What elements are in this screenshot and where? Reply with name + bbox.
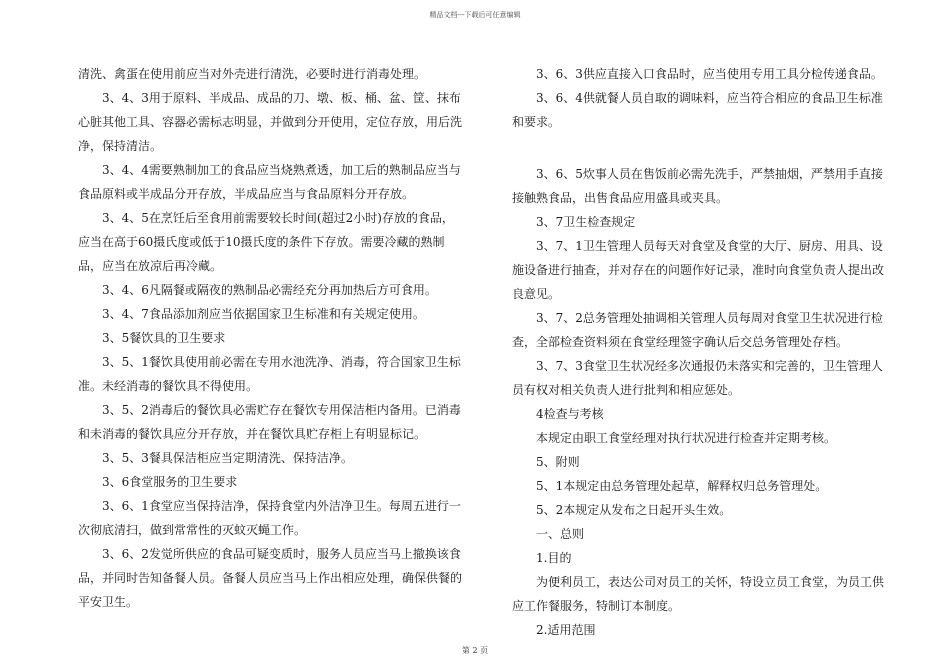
right-column — [512, 62, 888, 642]
paragraph: 3、4、4需要熟制加工的食品应当烧熟煮透，加工后的熟制品应当与食品原料或半成品分开存放，半成品应当与食品原料分开存放。 — [78, 163, 461, 201]
paragraph: 3、4、6凡隔餐或隔夜的熟制品必需经充分再加热后方可食用。 — [102, 283, 437, 297]
section-heading: 3、7卫生检查规定 — [536, 215, 636, 229]
paragraph: 3、6、2发觉所供应的食品可疑变质时，服务人员应当马上撤换该食品，并同时告知备餐人员。备餐人员应当马上作出相应处理，确保供餐的平安卫生。 — [78, 547, 463, 609]
paragraph: 3、6、5炊事人员在售饭前必需先洗手，严禁抽烟，严禁用手直接接触熟食品，出售食品应用盛具或夹具。 — [512, 167, 883, 205]
paragraph: 3、7、3食堂卫生状况经多次通报仍未落实和完善的，卫生管理人员有权对相关负责人进行批判和相应惩处。 — [512, 359, 883, 397]
paragraph: 5、2本规定从发布之日起开头生效。 — [536, 503, 732, 517]
paragraph: 3、5、2消毒后的餐饮具必需贮存在餐饮专用保洁柜内备用。已消毒和未消毒的餐饮具应分开存放，并在餐饮具贮存柜上有明显标记。 — [78, 403, 461, 441]
left-column — [78, 62, 462, 614]
paragraph: 3、7、2总务管理处抽调相关管理人员每周对食堂卫生状况进行检查，全部检查资料须在食堂经理签字确认后交总务管理处存档。 — [512, 311, 883, 349]
page-number: 第 2 页 — [461, 646, 489, 655]
section-heading: 一、总则 — [536, 527, 585, 541]
paragraph: 本规定由职工食堂经理对执行状况进行检查并定期考核。 — [536, 431, 837, 445]
paragraph: 3、5、3餐具保洁柜应当定期清洗、保持洁净。 — [102, 451, 353, 465]
section-heading: 1.目的 — [536, 551, 572, 565]
paragraph: 清洗、禽蛋在使用前应当对外壳进行清洗，必要时进行消毒处理。 — [78, 67, 427, 81]
section-heading: 3、6食堂服务的卫生要求 — [102, 475, 238, 489]
paragraph: 3、4、7食品添加剂应当依据国家卫生标准和有关规定使用。 — [102, 307, 425, 321]
paragraph: 3、6、4供就餐人员自取的调味料，应当符合相应的食品卫生标准和要求。 — [512, 91, 883, 129]
paragraph: 3、6、3供应直接入口食品时，应当使用专用工具分检传递食品。 — [536, 67, 883, 81]
page-header: 精品文档---下载后可任意编辑 — [429, 11, 521, 19]
section-heading: 3、5餐饮具的卫生要求 — [102, 331, 226, 345]
paragraph: 3、5、1餐饮具使用前必需在专用水池洗净、消毒，符合国家卫生标准。未经消毒的餐饮具不得使用。 — [78, 355, 461, 393]
paragraph: 5、1本规定由总务管理处起草，解释权归总务管理处。 — [536, 479, 828, 493]
paragraph: 3、7、1卫生管理人员每天对食堂及食堂的大厅、厨房、用具、设施设备进行抽查，并对存在的问题作好记录，准时向食堂负责人提出改良意见。 — [512, 239, 885, 301]
paragraph: 3、4、5在烹饪后至食用前需要较长时间(超过2小时)存放的食品，应当在高于60摄氏度或低于10摄氏度的条件下存放。需要冷藏的熟制品，应当在放凉后再冷藏。 — [78, 211, 454, 273]
section-heading: 5、附则 — [536, 455, 580, 469]
section-heading: 2.适用范围 — [536, 623, 596, 637]
paragraph: 3、4、3用于原料、半成品、成品的刀、墩、板、桶、盆、筐、抹布心脏其他工具、容器必需标志明显，并做到分开使用，定位存放，用后洗净，保持清洁。 — [78, 91, 463, 153]
paragraph: 为便利员工，表达公司对员工的关怀，特设立员工食堂，为员工供应工作餐服务，特制订本制度。 — [512, 575, 885, 613]
section-heading: 4检查与考核 — [536, 407, 604, 421]
paragraph: 3、6、1食堂应当保持洁净，保持食堂内外洁净卫生。每周五进行一次彻底清扫，做到常常性的灭蚊灭蝇工作。 — [78, 499, 461, 537]
